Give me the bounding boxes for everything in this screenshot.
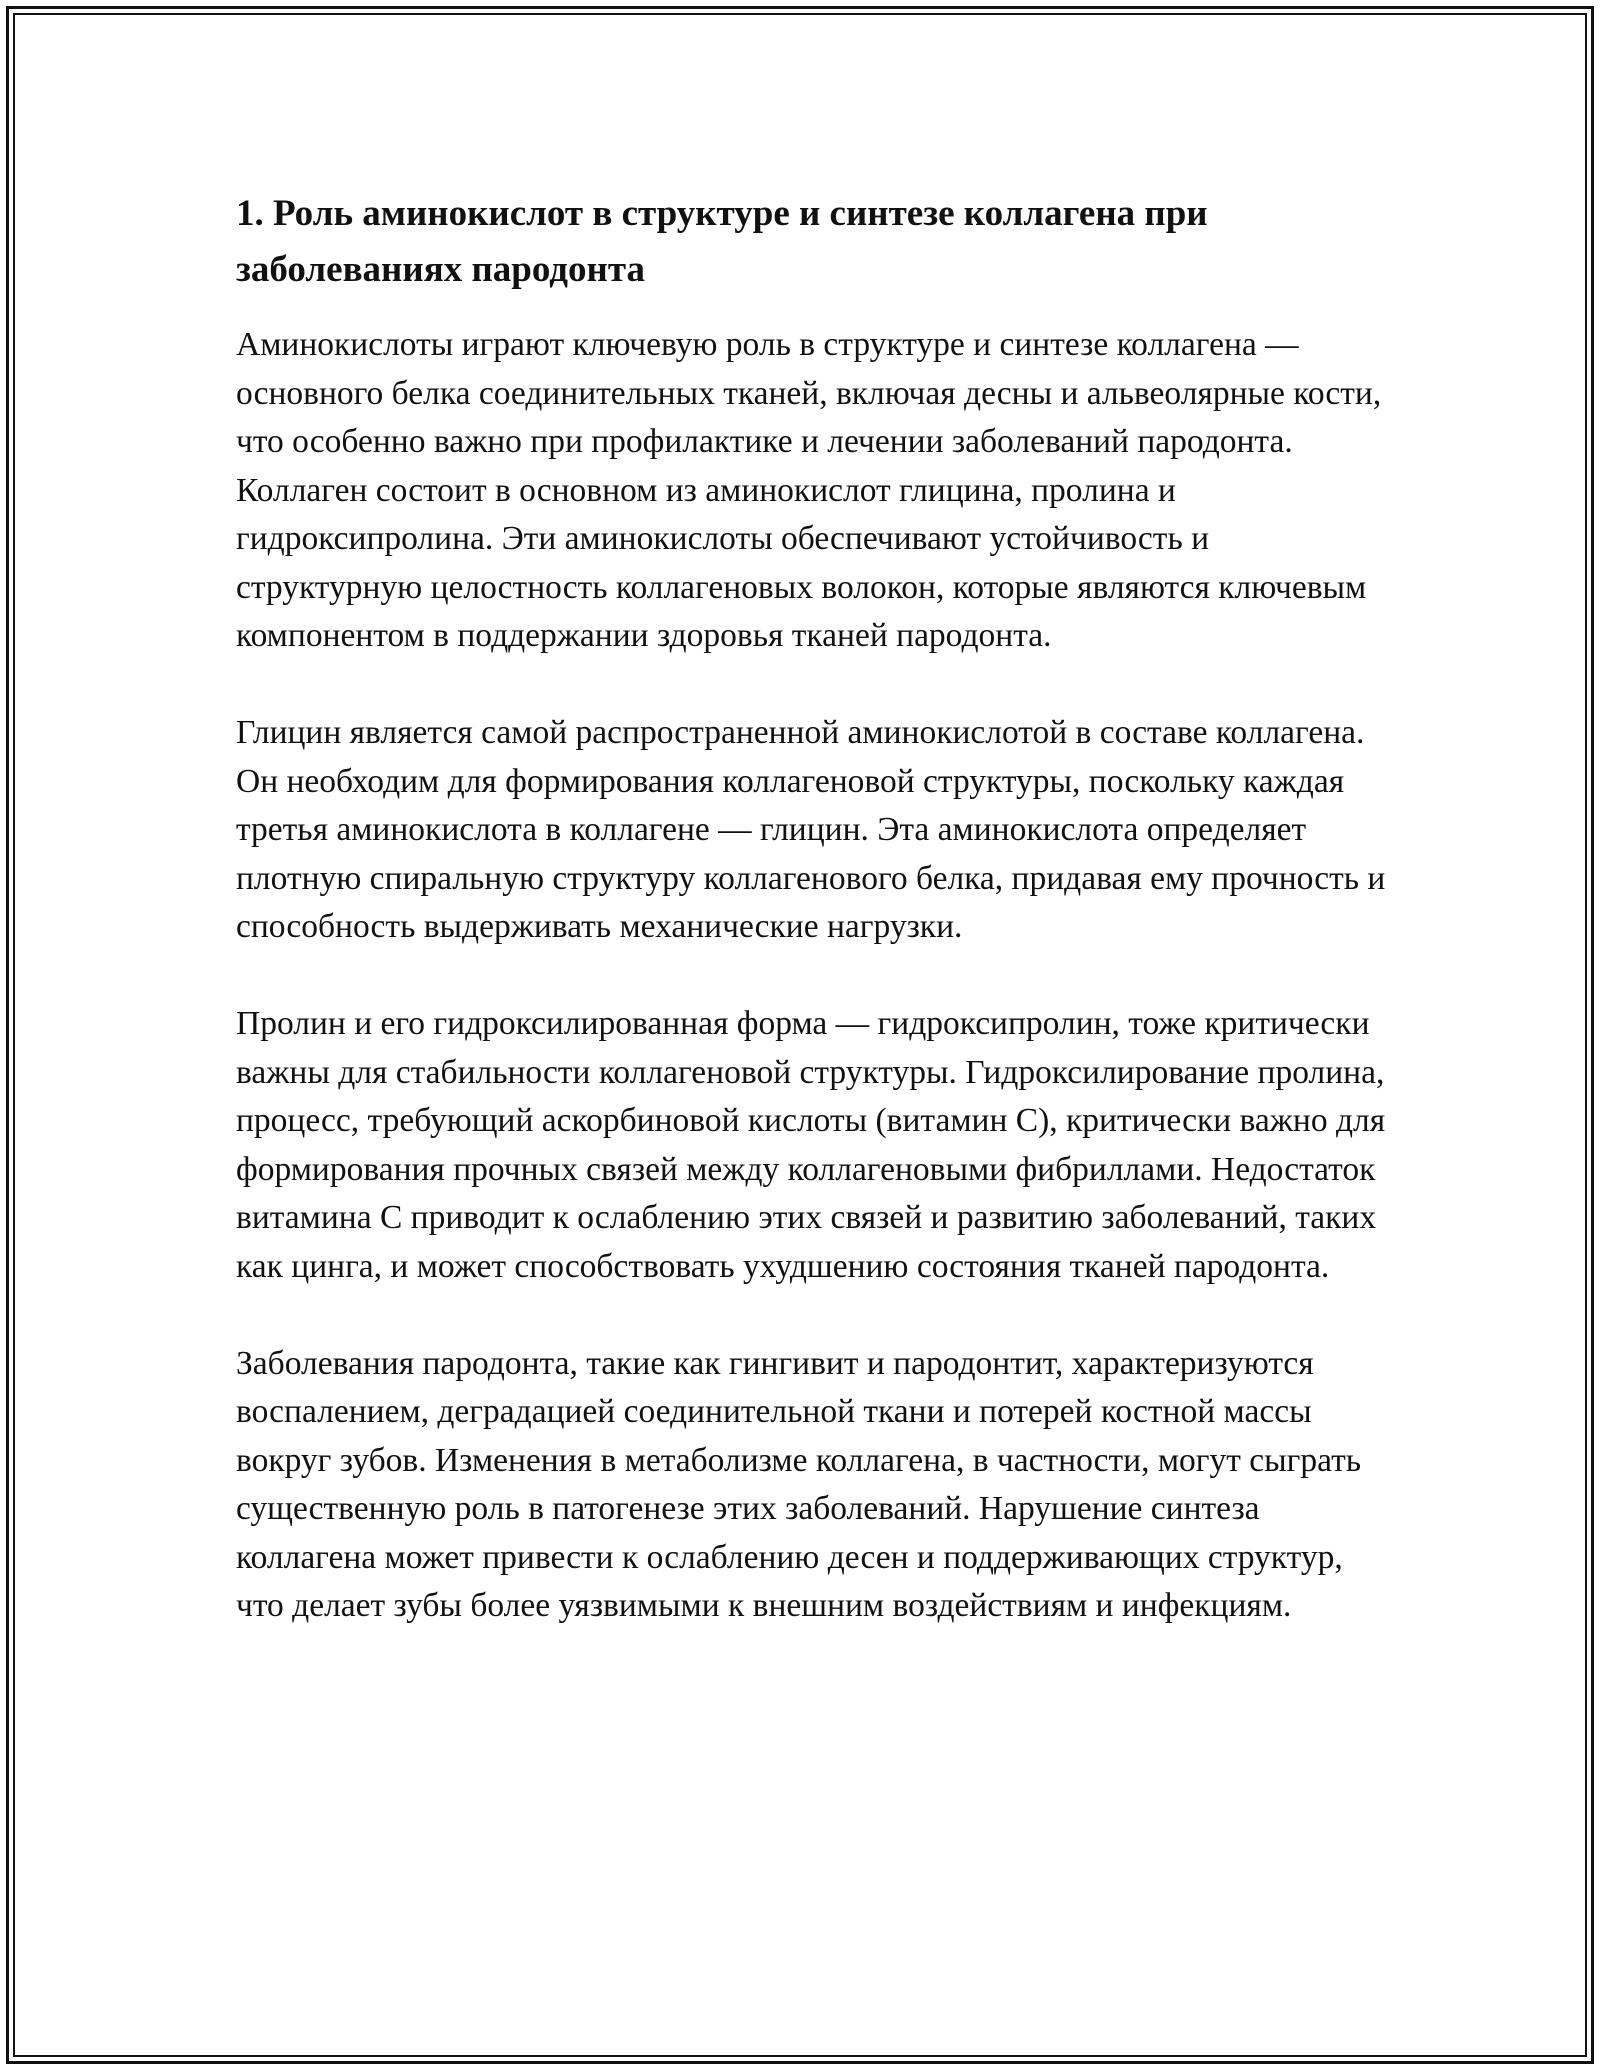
paragraph-amino-acids-role: Аминокислоты играют ключевую роль в структуре и синтезе коллагена — основного белка соединительных тканей, включая десны и альвеолярные кости, что особенно важно при профилактике и лечении заболеваний пародонта. Коллаген состоит в основном из аминокислот глицина, пролина и гидроксипролина. Эти аминокислоты обеспечивают устойчивость и структурную целостность коллагеновых волокон, которые являются ключевым компонентом в поддержании здоровья тканей пародонта. bbox=[236, 326, 1382, 654]
paragraph-glycine: Глицин является самой распространенной аминокислотой в составе коллагена. Он необходим для формирования коллагеновой структуры, поскольку каждая третья аминокислота в коллагене — глицин. Эта аминокислота определяет плотную спиральную структуру коллагенового белка, придавая ему прочность и способность выдерживать механические нагрузки. bbox=[236, 714, 1386, 945]
document-body bbox=[236, 186, 1386, 1631]
section-heading: 1. Роль аминокислот в структуре и синтезе коллагена при заболеваниях пародонта bbox=[236, 193, 1208, 290]
paragraph-proline: Пролин и его гидроксилированная форма — гидроксипролин, тоже критически важны для стабильности коллагеновой структуры. Гидроксилирование пролина, процесс, требующий аскорбиновой кислоты (витамин C), критически важно для формирования прочных связей между коллагеновыми фибриллами. Недостаток витамина C приводит к ослаблению этих связей и развитию заболеваний, таких как цинга, и может способствовать ухудшению состояния тканей пародонта. bbox=[236, 1005, 1386, 1285]
paragraph-periodontal-diseases: Заболевания пародонта, такие как гингивит и пародонтит, характеризуются воспалением, деградацией соединительной ткани и потерей костной массы вокруг зубов. Изменения в метаболизме коллагена, в частности, могут сыграть существенную роль в патогенезе этих заболеваний. Нарушение синтеза коллагена может привести к ослаблению десен и поддерживающих структур, что делает зубы более уязвимыми к внешним воздействиям и инфекциям. bbox=[236, 1344, 1362, 1624]
